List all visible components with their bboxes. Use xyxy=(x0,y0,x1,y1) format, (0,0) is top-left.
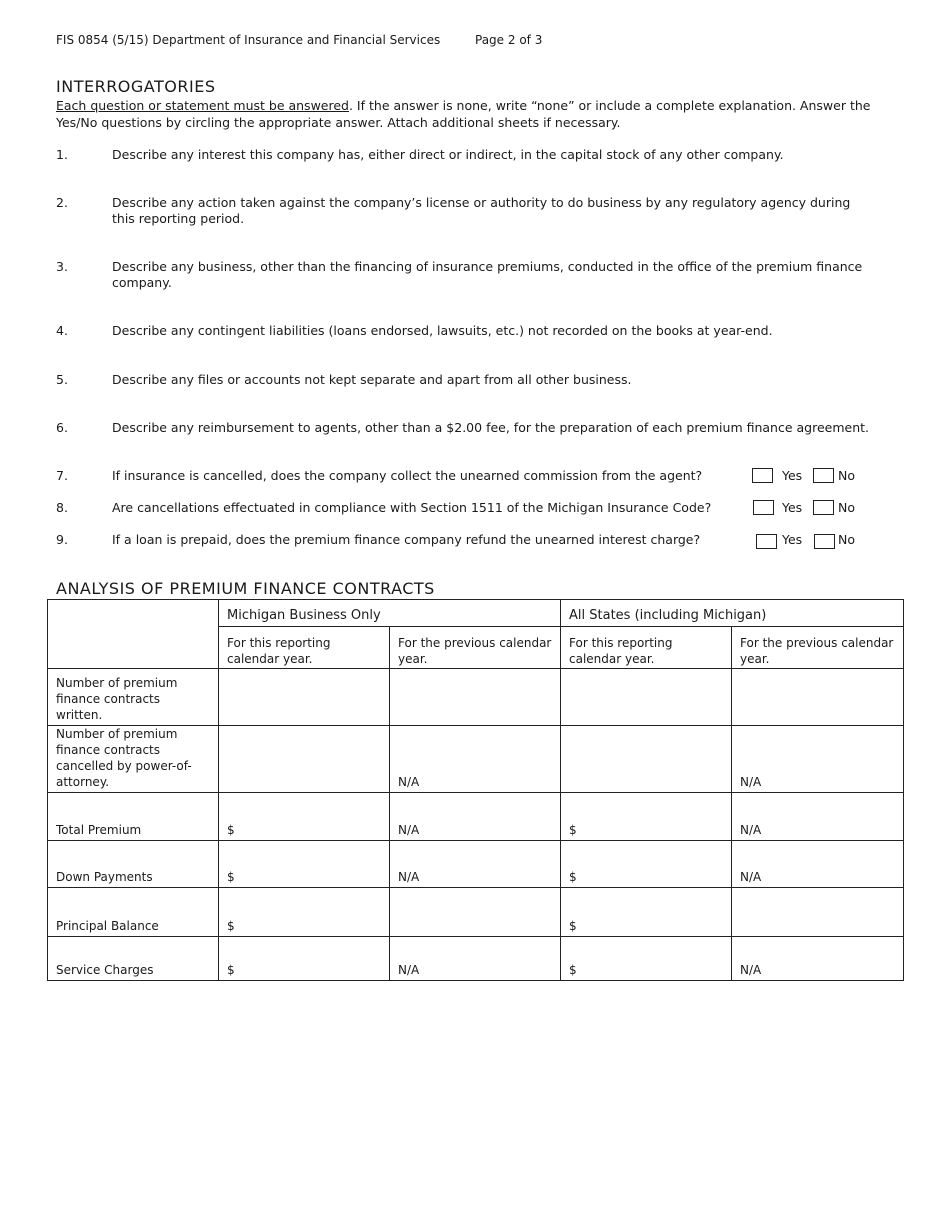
value-cell[interactable] xyxy=(219,669,390,726)
value-cell[interactable] xyxy=(732,669,904,726)
subheader-cell: For the previous calendar year. xyxy=(390,627,561,669)
intro-underlined: Each question or statement must be answered xyxy=(56,98,349,113)
row-label: Number of premium finance contracts cancelled by power-of-attorney. xyxy=(48,726,219,793)
no-checkbox[interactable] xyxy=(813,468,834,483)
question-text: Describe any business, other than the financing of insurance premiums, conducted in the office of the premium finance company. xyxy=(112,259,863,290)
row-label: Number of premium finance contracts written. xyxy=(48,669,219,726)
corner-cell xyxy=(48,600,219,669)
value-cell[interactable]: N/A xyxy=(390,726,561,793)
no-label: No xyxy=(838,500,855,515)
row-label: Service Charges xyxy=(48,937,219,981)
value-cell[interactable]: $ xyxy=(219,793,390,841)
value-cell[interactable]: N/A xyxy=(732,841,904,888)
no-checkbox[interactable] xyxy=(813,500,834,515)
value-cell[interactable] xyxy=(219,726,390,793)
interrogatories-title: INTERROGATORIES xyxy=(56,77,216,96)
contracts-table xyxy=(47,599,904,981)
value-cell[interactable] xyxy=(390,888,561,937)
value-cell[interactable]: N/A xyxy=(732,726,904,793)
yes-checkbox[interactable] xyxy=(753,500,774,515)
question-text: Describe any action taken against the company’s license or authority to do business by any regulatory agency during this reporting period. xyxy=(112,195,851,226)
question-number: 4. xyxy=(56,323,68,338)
yes-label: Yes xyxy=(782,532,803,547)
no-checkbox[interactable] xyxy=(814,534,835,549)
table-row xyxy=(48,937,904,981)
table-row xyxy=(48,793,904,841)
question-text: Describe any interest this company has, either direct or indirect, in the capital stock of any other company. xyxy=(112,147,784,162)
subheader-cell: For this reporting calendar year. xyxy=(219,627,390,669)
value-cell[interactable]: $ xyxy=(561,888,732,937)
value-cell[interactable]: $ xyxy=(561,937,732,981)
table-row xyxy=(48,726,904,793)
question-number: 8. xyxy=(56,500,68,515)
question-number: 7. xyxy=(56,468,68,483)
question-number: 1. xyxy=(56,147,68,162)
no-label: No xyxy=(838,532,855,547)
yes-label: Yes xyxy=(782,500,803,515)
question-text: Are cancellations effectuated in compliance with Section 1511 of the Michigan Insurance Code? xyxy=(112,500,712,515)
question-text: If a loan is prepaid, does the premium finance company refund the unearned interest charge? xyxy=(112,532,701,547)
value-cell[interactable]: $ xyxy=(561,841,732,888)
yes-checkbox[interactable] xyxy=(756,534,777,549)
page-number: Page 2 of 3 xyxy=(475,33,543,47)
question-number: 3. xyxy=(56,259,68,274)
group-header-row xyxy=(48,600,904,627)
value-cell[interactable]: N/A xyxy=(732,937,904,981)
row-label: Total Premium xyxy=(48,793,219,841)
value-cell[interactable] xyxy=(561,726,732,793)
row-label: Principal Balance xyxy=(48,888,219,937)
value-cell[interactable]: $ xyxy=(219,888,390,937)
interrogatories-intro xyxy=(56,97,871,131)
question-number: 6. xyxy=(56,420,68,435)
question-text: Describe any contingent liabilities (loans endorsed, lawsuits, etc.) not recorded on the books at year-end. xyxy=(112,323,773,338)
group-header-michigan: Michigan Business Only xyxy=(219,600,561,627)
question-text: Describe any reimbursement to agents, other than a $2.00 fee, for the preparation of each premium finance agreement. xyxy=(112,420,870,435)
table-row xyxy=(48,669,904,726)
group-header-all-states: All States (including Michigan) xyxy=(561,600,904,627)
value-cell[interactable]: $ xyxy=(219,937,390,981)
subheader-cell: For this reporting calendar year. xyxy=(561,627,732,669)
value-cell[interactable]: $ xyxy=(561,793,732,841)
table-row xyxy=(48,888,904,937)
value-cell[interactable] xyxy=(561,669,732,726)
table-row xyxy=(48,841,904,888)
question-number: 9. xyxy=(56,532,68,547)
question-text: Describe any files or accounts not kept separate and apart from all other business. xyxy=(112,372,632,387)
question-number: 5. xyxy=(56,372,68,387)
value-cell[interactable]: N/A xyxy=(732,793,904,841)
question-number: 2. xyxy=(56,195,68,210)
subheader-cell: For the previous calendar year. xyxy=(732,627,904,669)
yes-label: Yes xyxy=(782,468,803,483)
value-cell[interactable]: $ xyxy=(219,841,390,888)
no-label: No xyxy=(838,468,855,483)
yes-checkbox[interactable] xyxy=(752,468,773,483)
row-label: Down Payments xyxy=(48,841,219,888)
question-text: If insurance is cancelled, does the company collect the unearned commission from the agent? xyxy=(112,468,703,483)
value-cell[interactable]: N/A xyxy=(390,937,561,981)
value-cell[interactable]: N/A xyxy=(390,841,561,888)
analysis-title: ANALYSIS OF PREMIUM FINANCE CONTRACTS xyxy=(56,579,435,598)
intro-text: . If the answer is none, write “none” or include a complete explanation. Answer the Yes/No questions by circling the appropriate answer. Attach additional sheets if necessary. xyxy=(56,98,871,130)
value-cell[interactable] xyxy=(390,669,561,726)
form-id: FIS 0854 (5/15) Department of Insurance and Financial Services xyxy=(56,33,441,47)
value-cell[interactable] xyxy=(732,888,904,937)
value-cell[interactable]: N/A xyxy=(390,793,561,841)
